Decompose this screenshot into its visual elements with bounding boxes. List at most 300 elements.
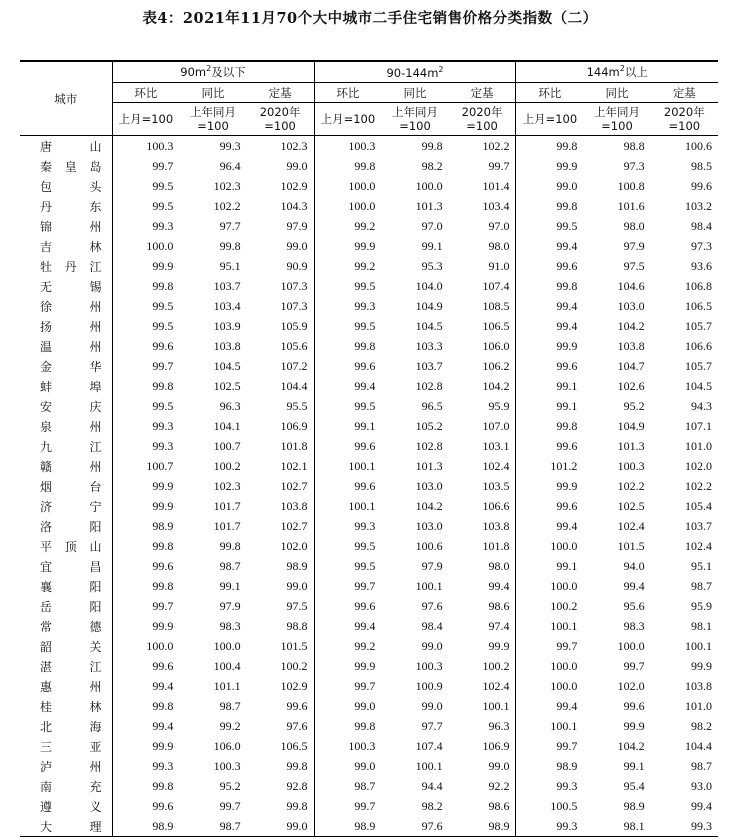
base-header — [583, 103, 650, 136]
table-row — [20, 636, 718, 656]
index-value: 106.2 — [482, 358, 510, 373]
index-value: 100.7 — [213, 438, 241, 453]
index-value: 99.7 — [516, 736, 583, 756]
index-value: 105.7 — [685, 358, 712, 373]
index-value: 102.6 — [617, 378, 645, 393]
measure-header: 环比 — [112, 83, 179, 103]
index-value: 93.6 — [691, 258, 712, 273]
index-value: 99.8 — [314, 716, 381, 736]
index-value: 106.8 — [685, 278, 712, 293]
index-value: 99.3 — [152, 758, 174, 773]
index-value: 99.3 — [516, 776, 583, 796]
index-value: 103.9 — [213, 318, 241, 333]
table-title: 表4：2021年11月70个大中城市二手住宅销售价格分类指数（二） — [142, 10, 598, 27]
index-value: 101.3 — [617, 438, 645, 453]
table-row — [20, 316, 718, 336]
index-value: 100.0 — [146, 238, 174, 253]
table-row — [20, 696, 718, 716]
index-value: 99.6 — [516, 496, 583, 516]
index-value: 99.8 — [219, 538, 241, 553]
index-value: 96.3 — [488, 718, 510, 733]
index-value: 105.4 — [685, 498, 712, 513]
index-value: 104.4 — [280, 378, 308, 393]
index-value: 104.5 — [415, 318, 443, 333]
index-value: 102.4 — [482, 458, 510, 473]
index-value: 99.2 — [314, 636, 381, 656]
index-value: 99.5 — [152, 198, 174, 213]
index-value: 99.6 — [286, 698, 308, 713]
index-value: 99.6 — [314, 476, 381, 496]
index-value: 95.2 — [623, 398, 645, 413]
base-header — [314, 103, 381, 136]
index-value: 99.4 — [516, 296, 583, 316]
index-value: 106.9 — [280, 418, 308, 433]
index-value: 97.6 — [421, 598, 443, 613]
base-header-line1: 上年同月 — [593, 105, 640, 119]
table-body — [20, 136, 718, 837]
index-value: 99.3 — [219, 138, 241, 153]
index-value: 99.8 — [219, 238, 241, 253]
index-value: 102.5 — [617, 498, 645, 513]
index-value: 97.3 — [691, 238, 712, 253]
table-row — [20, 796, 718, 816]
index-value: 99.8 — [286, 758, 308, 773]
index-value: 102.8 — [415, 438, 443, 453]
index-value: 99.7 — [152, 358, 174, 373]
index-value: 99.5 — [314, 556, 381, 576]
index-value: 104.2 — [415, 498, 443, 513]
index-value: 95.3 — [421, 258, 443, 273]
index-value: 105.6 — [280, 338, 308, 353]
base-header — [516, 103, 583, 136]
index-value: 101.3 — [415, 198, 443, 213]
base-header-line1: 2020年 — [259, 105, 301, 119]
index-value: 99.1 — [516, 396, 583, 416]
index-value: 98.8 — [623, 138, 645, 153]
index-value: 99.8 — [152, 378, 174, 393]
index-value: 106.5 — [482, 318, 510, 333]
index-value: 107.2 — [280, 358, 308, 373]
index-value: 99.9 — [516, 476, 583, 496]
city-name: 无锡 — [20, 276, 112, 296]
city-name: 桂林 — [20, 696, 112, 716]
table-row — [20, 776, 718, 796]
table-row — [20, 236, 718, 256]
index-value: 99.4 — [516, 316, 583, 336]
table-row — [20, 656, 718, 676]
index-value: 98.2 — [421, 798, 443, 813]
index-value: 98.6 — [488, 598, 510, 613]
city-name: 徐州 — [20, 296, 112, 316]
index-value: 99.9 — [488, 638, 510, 653]
index-value: 100.2 — [516, 596, 583, 616]
index-value: 100.3 — [415, 658, 443, 673]
base-header-line2: =100 — [399, 119, 431, 133]
index-value: 97.9 — [286, 218, 308, 233]
index-value: 99.5 — [152, 178, 174, 193]
index-value: 100.1 — [685, 638, 712, 653]
index-value: 99.5 — [152, 298, 174, 313]
table-row — [20, 476, 718, 496]
index-value: 102.3 — [280, 138, 308, 153]
table-row — [20, 676, 718, 696]
index-value: 99.1 — [623, 758, 645, 773]
index-value: 96.5 — [421, 398, 443, 413]
city-name: 北海 — [20, 716, 112, 736]
index-value: 107.4 — [482, 278, 510, 293]
table-row — [20, 276, 718, 296]
index-value: 103.4 — [213, 298, 241, 313]
index-value: 92.8 — [286, 778, 308, 793]
index-value: 100.5 — [516, 796, 583, 816]
measure-header: 同比 — [381, 83, 448, 103]
index-value: 102.5 — [213, 378, 241, 393]
index-value: 102.4 — [617, 518, 645, 533]
table-row — [20, 176, 718, 196]
index-value: 94.0 — [623, 558, 645, 573]
city-name: 九江 — [20, 436, 112, 456]
index-value: 98.8 — [286, 618, 308, 633]
table-row — [20, 356, 718, 376]
index-value: 100.0 — [314, 196, 381, 216]
index-value: 99.6 — [691, 178, 712, 193]
index-value: 99.8 — [516, 196, 583, 216]
index-value: 98.2 — [421, 158, 443, 173]
base-header-line2: =100 — [264, 119, 296, 133]
price-index-table — [20, 60, 718, 837]
index-value: 99.9 — [314, 236, 381, 256]
table-row — [20, 616, 718, 636]
index-value: 99.0 — [314, 696, 381, 716]
city-name: 韶关 — [20, 636, 112, 656]
index-value: 99.0 — [516, 176, 583, 196]
index-value: 99.3 — [314, 296, 381, 316]
index-value: 103.7 — [415, 358, 443, 373]
index-value: 97.9 — [421, 558, 443, 573]
index-value: 97.5 — [286, 598, 308, 613]
index-value: 103.0 — [617, 298, 645, 313]
index-value: 99.8 — [314, 156, 381, 176]
measure-header: 环比 — [314, 83, 381, 103]
index-value: 99.5 — [516, 216, 583, 236]
index-value: 102.7 — [280, 518, 308, 533]
base-header-line1: 2020年 — [663, 105, 705, 119]
city-name: 宜昌 — [20, 556, 112, 576]
index-value: 100.0 — [516, 656, 583, 676]
city-name: 赣州 — [20, 456, 112, 476]
index-value: 102.0 — [617, 678, 645, 693]
index-value: 100.2 — [213, 458, 241, 473]
index-value: 104.9 — [617, 418, 645, 433]
index-value: 102.3 — [213, 478, 241, 493]
index-value: 104.1 — [213, 418, 241, 433]
index-value: 105.9 — [280, 318, 308, 333]
city-name: 牡丹江 — [20, 256, 112, 276]
index-value: 99.8 — [516, 416, 583, 436]
index-value: 99.0 — [286, 578, 308, 593]
base-header — [381, 103, 448, 136]
index-value: 102.0 — [685, 458, 712, 473]
index-value: 102.1 — [280, 458, 308, 473]
index-value: 99.8 — [152, 578, 174, 593]
city-name: 蚌埠 — [20, 376, 112, 396]
index-value: 99.9 — [152, 618, 174, 633]
index-value: 95.6 — [623, 598, 645, 613]
index-value: 100.3 — [213, 758, 241, 773]
index-value: 107.3 — [280, 278, 308, 293]
index-value: 98.9 — [623, 798, 645, 813]
index-value: 99.1 — [219, 578, 241, 593]
index-value: 94.4 — [421, 778, 443, 793]
index-value: 104.5 — [213, 358, 241, 373]
index-value: 98.4 — [421, 618, 443, 633]
index-value: 99.4 — [152, 718, 174, 733]
index-value: 99.8 — [314, 336, 381, 356]
index-value: 99.5 — [314, 396, 381, 416]
index-value: 99.6 — [516, 356, 583, 376]
index-value: 102.4 — [482, 678, 510, 693]
index-value: 99.9 — [623, 718, 645, 733]
header-row-groups — [20, 61, 718, 83]
index-value: 99.3 — [152, 218, 174, 233]
city-name: 安庆 — [20, 396, 112, 416]
index-value: 103.8 — [482, 518, 510, 533]
base-header-line1: 上年同月 — [391, 105, 438, 119]
index-value: 99.8 — [152, 778, 174, 793]
measure-header: 定基 — [247, 83, 314, 103]
city-name: 平顶山 — [20, 536, 112, 556]
table-row — [20, 716, 718, 736]
city-name: 秦皇岛 — [20, 156, 112, 176]
index-value: 107.1 — [685, 418, 712, 433]
index-value: 97.0 — [488, 218, 510, 233]
base-header — [112, 103, 179, 136]
index-value: 99.5 — [152, 318, 174, 333]
index-value: 104.2 — [617, 738, 645, 753]
index-value: 100.2 — [280, 658, 308, 673]
index-value: 100.0 — [415, 178, 443, 193]
index-value: 106.0 — [482, 338, 510, 353]
index-value: 99.1 — [516, 376, 583, 396]
index-value: 100.1 — [415, 578, 443, 593]
table-row — [20, 376, 718, 396]
index-value: 97.6 — [381, 816, 448, 837]
index-value: 98.4 — [691, 218, 712, 233]
index-value: 99.7 — [623, 658, 645, 673]
index-value: 102.9 — [280, 678, 308, 693]
index-value: 99.7 — [152, 598, 174, 613]
index-value: 95.4 — [623, 778, 645, 793]
city-name: 包头 — [20, 176, 112, 196]
index-value: 94.3 — [691, 398, 712, 413]
index-value: 98.7 — [219, 558, 241, 573]
index-value: 99.7 — [488, 158, 510, 173]
index-value: 102.8 — [415, 378, 443, 393]
index-value: 99.4 — [314, 616, 381, 636]
table-row — [20, 516, 718, 536]
index-value: 100.7 — [146, 458, 174, 473]
index-value: 99.9 — [516, 156, 583, 176]
index-value: 98.0 — [488, 558, 510, 573]
table-row — [20, 256, 718, 276]
measure-header: 环比 — [516, 83, 583, 103]
base-header-line1: 上月=100 — [320, 112, 376, 126]
index-value: 99.6 — [152, 658, 174, 673]
index-value: 102.7 — [280, 478, 308, 493]
index-value: 99.9 — [152, 478, 174, 493]
index-value: 99.7 — [516, 636, 583, 656]
index-value: 100.0 — [516, 536, 583, 556]
index-value: 99.8 — [516, 276, 583, 296]
index-value: 99.0 — [247, 816, 314, 837]
index-value: 101.7 — [213, 518, 241, 533]
index-value: 104.5 — [685, 378, 712, 393]
index-value: 99.9 — [152, 498, 174, 513]
index-value: 103.7 — [685, 518, 712, 533]
index-value: 102.2 — [685, 478, 712, 493]
index-value: 99.5 — [314, 536, 381, 556]
index-value: 99.7 — [314, 676, 381, 696]
index-value: 104.9 — [415, 298, 443, 313]
index-value: 99.4 — [314, 376, 381, 396]
index-value: 99.8 — [516, 136, 583, 157]
table-row — [20, 136, 718, 157]
index-value: 96.4 — [219, 158, 241, 173]
table-row — [20, 416, 718, 436]
city-name: 岳阳 — [20, 596, 112, 616]
index-value: 99.9 — [314, 656, 381, 676]
index-value: 99.7 — [152, 158, 174, 173]
index-value: 103.2 — [685, 198, 712, 213]
table-row — [20, 456, 718, 476]
index-value: 106.0 — [213, 738, 241, 753]
index-value: 99.7 — [314, 796, 381, 816]
city-column-header: 城市 — [20, 61, 112, 136]
base-header-line1: 上年同月 — [189, 105, 236, 119]
group-header-large: $144m^2$以上 — [516, 61, 718, 83]
index-value: 98.7 — [691, 758, 712, 773]
index-value: 99.4 — [516, 236, 583, 256]
index-value: 101.2 — [516, 456, 583, 476]
index-value: 99.6 — [516, 256, 583, 276]
index-value: 97.5 — [623, 258, 645, 273]
index-value: 99.6 — [623, 698, 645, 713]
index-value: 98.1 — [691, 618, 712, 633]
city-name: 唐山 — [20, 136, 112, 157]
index-value: 98.9 — [314, 816, 381, 837]
base-header-line1: 上月=100 — [522, 112, 578, 126]
index-value: 103.1 — [482, 438, 510, 453]
index-value: 96.3 — [219, 398, 241, 413]
index-value: 99.1 — [421, 238, 443, 253]
table-row — [20, 576, 718, 596]
base-header — [449, 103, 516, 136]
table-row — [20, 336, 718, 356]
index-value: 101.7 — [213, 498, 241, 513]
index-value: 100.2 — [482, 658, 510, 673]
index-value: 101.0 — [685, 438, 712, 453]
city-name: 惠州 — [20, 676, 112, 696]
index-value: 101.6 — [617, 198, 645, 213]
table-row — [20, 536, 718, 556]
index-value: 100.1 — [516, 716, 583, 736]
index-value: 95.9 — [488, 398, 510, 413]
index-value: 99.6 — [516, 436, 583, 456]
index-value: 103.8 — [617, 338, 645, 353]
index-value: 99.4 — [623, 578, 645, 593]
index-value: 100.4 — [213, 658, 241, 673]
index-value: 106.6 — [482, 498, 510, 513]
base-header-line1: 上月=100 — [118, 112, 174, 126]
base-header-line2: =100 — [197, 119, 229, 133]
index-value: 101.5 — [617, 538, 645, 553]
index-value: 99.1 — [516, 556, 583, 576]
index-value: 98.9 — [286, 558, 308, 573]
index-value: 99.6 — [152, 558, 174, 573]
index-value: 106.5 — [280, 738, 308, 753]
index-value: 99.6 — [314, 596, 381, 616]
city-name: 泉州 — [20, 416, 112, 436]
city-name: 泸州 — [20, 756, 112, 776]
measure-header: 同比 — [179, 83, 246, 103]
index-value: 105.7 — [685, 318, 712, 333]
table-row — [20, 436, 718, 456]
index-value: 101.8 — [482, 538, 510, 553]
index-value: 99.9 — [152, 738, 174, 753]
index-value: 99.8 — [152, 278, 174, 293]
index-value: 104.7 — [617, 358, 645, 373]
index-value: 98.9 — [112, 816, 179, 837]
index-value: 100.0 — [516, 576, 583, 596]
table-row — [20, 196, 718, 216]
group-header-small: $90m^2$及以下 — [112, 61, 314, 83]
index-value: 100.1 — [314, 496, 381, 516]
index-value: 99.3 — [516, 816, 583, 837]
index-value: 102.4 — [685, 538, 712, 553]
base-header-line2: =100 — [466, 119, 498, 133]
index-value: 99.9 — [516, 336, 583, 356]
index-value: 100.3 — [617, 458, 645, 473]
index-value: 100.0 — [314, 176, 381, 196]
city-name: 湛江 — [20, 656, 112, 676]
measure-header: 定基 — [651, 83, 718, 103]
index-value: 99.4 — [488, 578, 510, 593]
index-value: 97.0 — [421, 218, 443, 233]
city-name: 吉林 — [20, 236, 112, 256]
index-value: 99.5 — [314, 316, 381, 336]
index-value: 101.0 — [685, 698, 712, 713]
index-value: 103.7 — [213, 278, 241, 293]
index-value: 100.1 — [482, 698, 510, 713]
index-value: 97.3 — [623, 158, 645, 173]
index-value: 100.0 — [516, 676, 583, 696]
index-value: 99.0 — [421, 698, 443, 713]
index-value: 100.0 — [146, 638, 174, 653]
table-row — [20, 816, 718, 837]
table-row — [20, 556, 718, 576]
base-header-line1: 2020年 — [461, 105, 503, 119]
index-value: 99.8 — [152, 538, 174, 553]
city-name: 三亚 — [20, 736, 112, 756]
index-value: 104.2 — [617, 318, 645, 333]
index-value: 98.7 — [179, 816, 246, 837]
index-value: 99.8 — [286, 798, 308, 813]
index-value: 98.2 — [691, 718, 712, 733]
index-value: 99.3 — [314, 516, 381, 536]
index-value: 98.7 — [691, 578, 712, 593]
index-value: 100.3 — [314, 736, 381, 756]
index-value: 108.5 — [482, 298, 510, 313]
